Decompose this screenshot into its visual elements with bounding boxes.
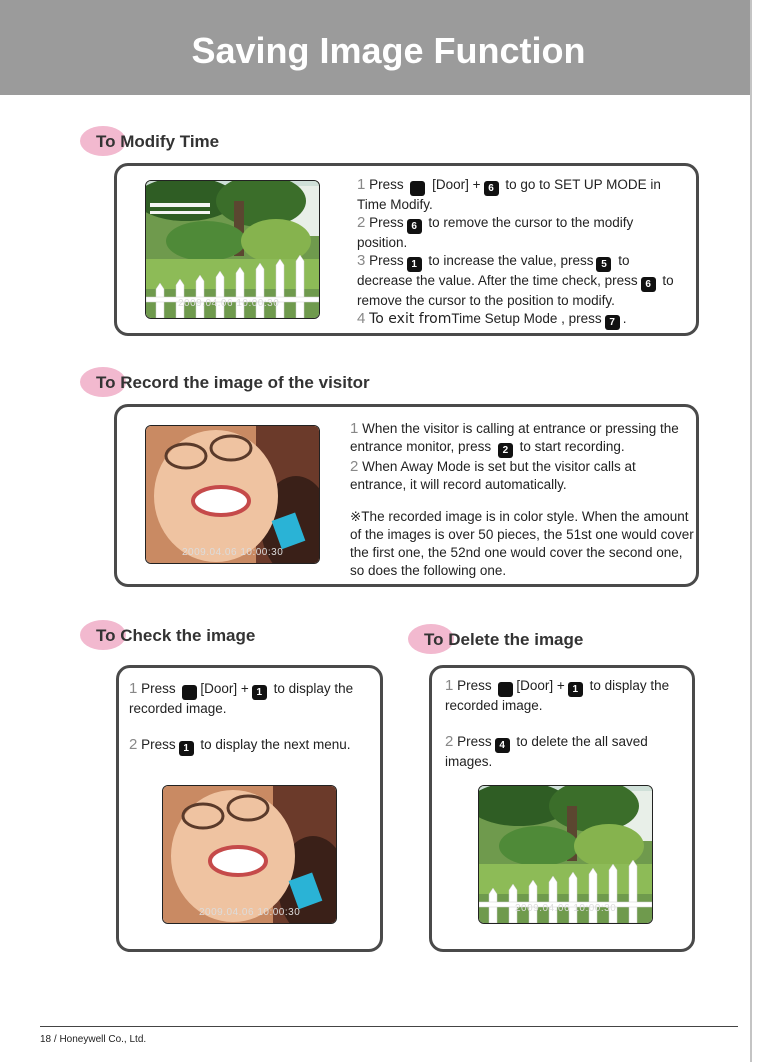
record-heading — [96, 373, 370, 393]
check-instructions — [129, 680, 374, 756]
page-edge-line — [750, 0, 752, 1062]
visitor-photo — [145, 425, 320, 564]
check-heading — [96, 626, 255, 646]
key-icon: 6 — [641, 277, 656, 292]
visitor-photo — [162, 785, 337, 924]
record-heading-text: Record the image of the visitor — [120, 373, 370, 392]
delete-step-2: 2 Press 4 to delete the all saved images. — [445, 733, 648, 769]
key-icon: 7 — [605, 315, 620, 330]
modify-heading-text: Modify Time — [120, 132, 220, 151]
key-icon: 4 — [495, 738, 510, 753]
page-title: Saving Image Function — [191, 30, 586, 71]
photo-timestamp: 2009.04.06 10:00:30 — [182, 547, 284, 558]
door-key-icon: ■ — [182, 685, 197, 700]
visitor-image — [146, 426, 319, 563]
delete-instructions — [445, 677, 685, 771]
check-heading-text: Check the image — [120, 626, 256, 645]
key-icon: 1 — [407, 257, 422, 272]
photo-timestamp: 2009.04.06 10:00:30 — [178, 298, 280, 309]
garden-photo — [145, 180, 320, 319]
modify-step-2: 2 Press 6 to remove the cursor to the modify position. — [357, 214, 634, 250]
check-box — [116, 665, 383, 952]
modify-box — [114, 163, 699, 336]
modify-step-4: 4 To exit fromTime Setup Mode , press 7 . — [357, 310, 627, 328]
check-step-1: 1 Press ■ [Door] + 1 to display the recorded image. — [129, 680, 354, 716]
key-icon: 6 — [484, 181, 499, 196]
record-instructions — [350, 420, 695, 580]
garden-photo — [478, 785, 653, 924]
check-heading-to: To — [96, 626, 116, 645]
delete-step-1: 1 Press ■ [Door] + 1 to display the recorded image. — [445, 677, 670, 713]
modify-heading-to: To — [96, 132, 116, 151]
photo-timestamp: 2009.04.06 10:00:30 — [515, 903, 617, 914]
modify-heading — [96, 132, 219, 152]
door-key-icon: ■ — [498, 682, 513, 697]
record-note: ※The recorded image is in color style. When the amount of the images is over 50 pieces, the 51st one would cover the first one, the 52nd one would cover the second one, so does the following one. — [350, 509, 694, 578]
delete-heading — [424, 630, 583, 650]
modify-step-3: 3 Press 1 to increase the value, press 5 to decrease the value. After the time check, press 6 to remove the cursor to the position to modify. — [357, 252, 674, 308]
key-icon: 1 — [179, 741, 194, 756]
record-step-2: 2 When Away Mode is set but the visitor calls at entrance, it will record automatically. — [350, 458, 636, 492]
key-icon: 1 — [568, 682, 583, 697]
key-icon: 6 — [407, 219, 422, 234]
record-heading-to: To — [96, 373, 116, 392]
footer-divider — [40, 1026, 738, 1027]
modify-instructions — [357, 176, 679, 330]
check-step-2: 2 Press 1 to display the next menu. — [129, 736, 351, 754]
page-footer: 18 / Honeywell Co., Ltd. — [40, 1034, 147, 1045]
record-box — [114, 404, 699, 587]
photo-timestamp: 2009.04.06 10:00:30 — [199, 907, 301, 918]
key-icon: 5 — [596, 257, 611, 272]
door-key-icon: ■ — [410, 181, 425, 196]
modify-step-1: 1 Press ■ [Door] + 6 to go to SET UP MODE in Time Modify. — [357, 176, 661, 212]
record-step-1: 1 When the visitor is calling at entrance or pressing the entrance monitor, press 2 to start recording. — [350, 420, 679, 456]
page-header — [0, 0, 750, 95]
delete-heading-text: Delete the image — [448, 630, 584, 649]
delete-box — [429, 665, 695, 952]
delete-heading-to: To — [424, 630, 444, 649]
visitor-image — [163, 786, 336, 923]
key-icon: 1 — [252, 685, 267, 700]
key-icon: 2 — [498, 443, 513, 458]
